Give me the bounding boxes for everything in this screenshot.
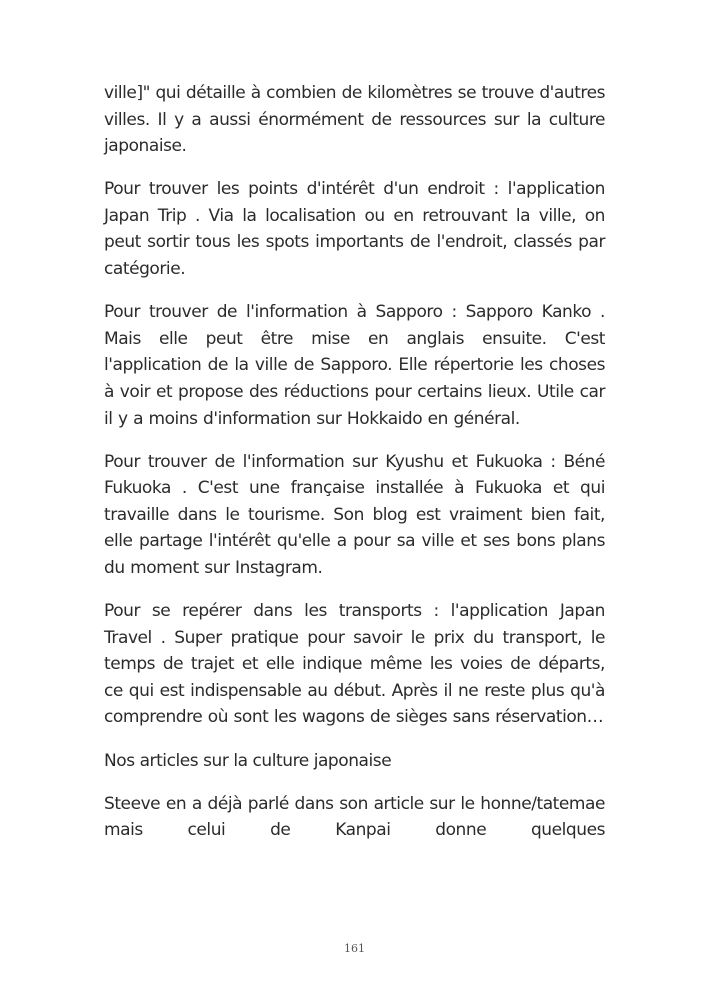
paragraph-bene-fukuoka: Pour trouver de l'information sur Kyushu et Fukuoka : Béné Fukuoka . C'est une française installée à Fukuoka et qui travaille dans le tourisme. Son blog est vraiment bien fait, elle partage l'intérêt qu'elle a pour sa ville et ses bons plans du moment sur Instagram. xyxy=(104,451,605,578)
paragraph-distances: ville]" qui détaille à combien de kilomètres se trouve d'autres villes. Il y a aussi énormément de ressources sur la culture japonaise. xyxy=(104,83,605,157)
paragraph-japan-trip: Pour trouver les points d'intérêt d'un endroit : l'application Japan Trip . Via la localisation ou en retrouvant la ville, on peut sortir tous les spots importants de l'endroit, classés par catégorie. xyxy=(104,179,605,280)
paragraph-honne-tatemae: Steeve en a déjà parlé dans son article sur le honne/tatemae mais celui de Kanpai donne quelques xyxy=(104,793,605,841)
paragraph-sapporo-kanko: Pour trouver de l'information à Sapporo : Sapporo Kanko . Mais elle peut être mise en anglais ensuite. C'est l'application de la ville de Sapporo. Elle répertorie les choses à voir et propose des réductions pour certains lieux. Utile car il y a moins d'information sur Hokkaido en général. xyxy=(104,302,605,429)
section-heading: Nos articles sur la culture japonaise xyxy=(104,750,392,771)
page-number: 161 xyxy=(344,942,365,955)
paragraph-japan-travel: Pour se repérer dans les transports : l'application Japan Travel . Super pratique pour savoir le prix du transport, le temps de trajet et elle indique même les voies de départs, ce qui est indispensable au début. Après il ne reste plus qu'à comprendre où sont les wagons de sièges sans réservation… xyxy=(104,601,605,728)
page-body xyxy=(104,80,605,860)
